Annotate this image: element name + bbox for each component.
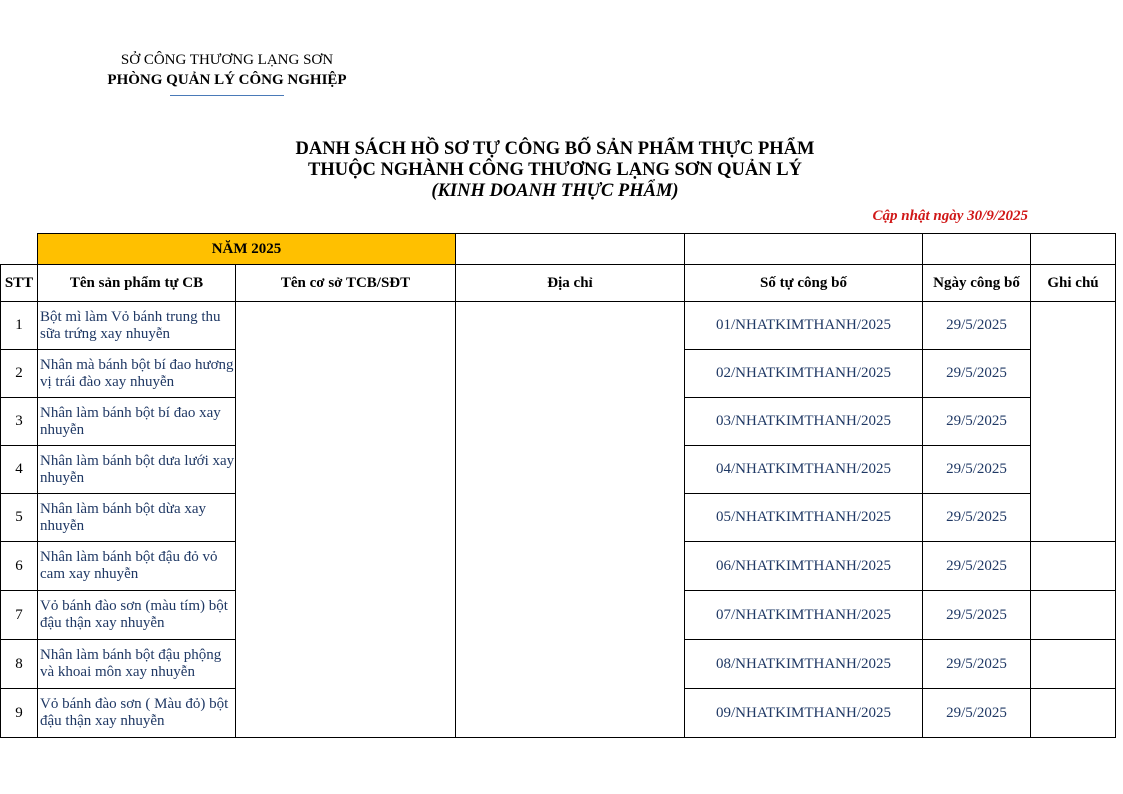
row-stt: 3 <box>1 398 38 446</box>
address-cell <box>456 302 685 738</box>
row-date: 29/5/2025 <box>923 398 1031 446</box>
row-product: Nhân mà bánh bột bí đao hương vị trái đào xay nhuyễn <box>38 350 236 398</box>
note-cell <box>1031 542 1116 591</box>
row-date: 29/5/2025 <box>923 640 1031 689</box>
col-header-address: Địa chỉ <box>456 265 685 302</box>
row-code: 07/NHATKIMTHANH/2025 <box>685 591 923 640</box>
row-date: 29/5/2025 <box>923 494 1031 542</box>
row-date: 29/5/2025 <box>923 689 1031 738</box>
table-row <box>1 302 1116 350</box>
org-header <box>100 50 354 96</box>
row-stt: 7 <box>1 591 38 640</box>
row-date: 29/5/2025 <box>923 302 1031 350</box>
row-date: 29/5/2025 <box>923 446 1031 494</box>
header-divider <box>170 95 284 96</box>
department-name: SỞ CÔNG THƯƠNG LẠNG SƠN <box>120 52 334 68</box>
note-cell-merged <box>1031 302 1116 542</box>
row-product: Nhân làm bánh bột bí đao xay nhuyễn <box>38 398 236 446</box>
declaration-table <box>0 233 1116 738</box>
title-line-1: DANH SÁCH HỒ SƠ TỰ CÔNG BỐ SẢN PHẨM THỰC PHẨM <box>295 139 815 159</box>
note-cell <box>1031 591 1116 640</box>
col-header-date: Ngày công bố <box>923 265 1031 302</box>
document-title <box>0 139 1110 202</box>
row-code: 05/NHATKIMTHANH/2025 <box>685 494 923 542</box>
row-stt: 6 <box>1 542 38 591</box>
title-line-2: THUỘC NGHÀNH CÔNG THƯƠNG LẠNG SƠN QUẢN LÝ <box>308 160 802 180</box>
header-row <box>1 265 1116 302</box>
note-cell <box>1031 640 1116 689</box>
row-code: 04/NHATKIMTHANH/2025 <box>685 446 923 494</box>
row-stt: 8 <box>1 640 38 689</box>
office-name: PHÒNG QUẢN LÝ CÔNG NGHIỆP <box>107 72 347 88</box>
col-header-note: Ghi chú <box>1031 265 1116 302</box>
note-cell <box>1031 689 1116 738</box>
col-header-product: Tên sản phẩm tự CB <box>38 265 236 302</box>
row-product: Nhân làm bánh bột dừa xay nhuyễn <box>38 494 236 542</box>
row-date: 29/5/2025 <box>923 591 1031 640</box>
facility-cell <box>236 302 456 738</box>
row-code: 09/NHATKIMTHANH/2025 <box>685 689 923 738</box>
row-product: Vỏ bánh đào sơn ( Màu đỏ) bột đậu thận xay nhuyễn <box>38 689 236 738</box>
col-header-stt: STT <box>1 265 38 302</box>
row-code: 03/NHATKIMTHANH/2025 <box>685 398 923 446</box>
col-header-code: Số tự công bố <box>685 265 923 302</box>
row-date: 29/5/2025 <box>923 542 1031 591</box>
row-stt: 1 <box>1 302 38 350</box>
row-product: Bột mì làm Vỏ bánh trung thu sữa trứng xay nhuyễn <box>38 302 236 350</box>
row-product: Nhân làm bánh bột dưa lưới xay nhuyễn <box>38 446 236 494</box>
row-date: 29/5/2025 <box>923 350 1031 398</box>
row-stt: 2 <box>1 350 38 398</box>
title-line-3: (KINH DOANH THỰC PHẨM) <box>431 181 679 201</box>
update-date: Cập nhật ngày 30/9/2025 <box>872 208 1028 224</box>
year-label: NĂM 2025 <box>38 234 456 265</box>
row-product: Nhân làm bánh bột đậu đỏ vỏ cam xay nhuyễn <box>38 542 236 591</box>
row-stt: 9 <box>1 689 38 738</box>
row-code: 06/NHATKIMTHANH/2025 <box>685 542 923 591</box>
col-header-facility: Tên cơ sở TCB/SĐT <box>236 265 456 302</box>
row-product: Nhân làm bánh bột đậu phộng và khoai môn xay nhuyễn <box>38 640 236 689</box>
row-code: 08/NHATKIMTHANH/2025 <box>685 640 923 689</box>
year-row <box>1 234 1116 265</box>
row-product: Vỏ bánh đào sơn (màu tím) bột đậu thận xay nhuyễn <box>38 591 236 640</box>
row-stt: 4 <box>1 446 38 494</box>
row-code: 02/NHATKIMTHANH/2025 <box>685 350 923 398</box>
row-code: 01/NHATKIMTHANH/2025 <box>685 302 923 350</box>
row-stt: 5 <box>1 494 38 542</box>
